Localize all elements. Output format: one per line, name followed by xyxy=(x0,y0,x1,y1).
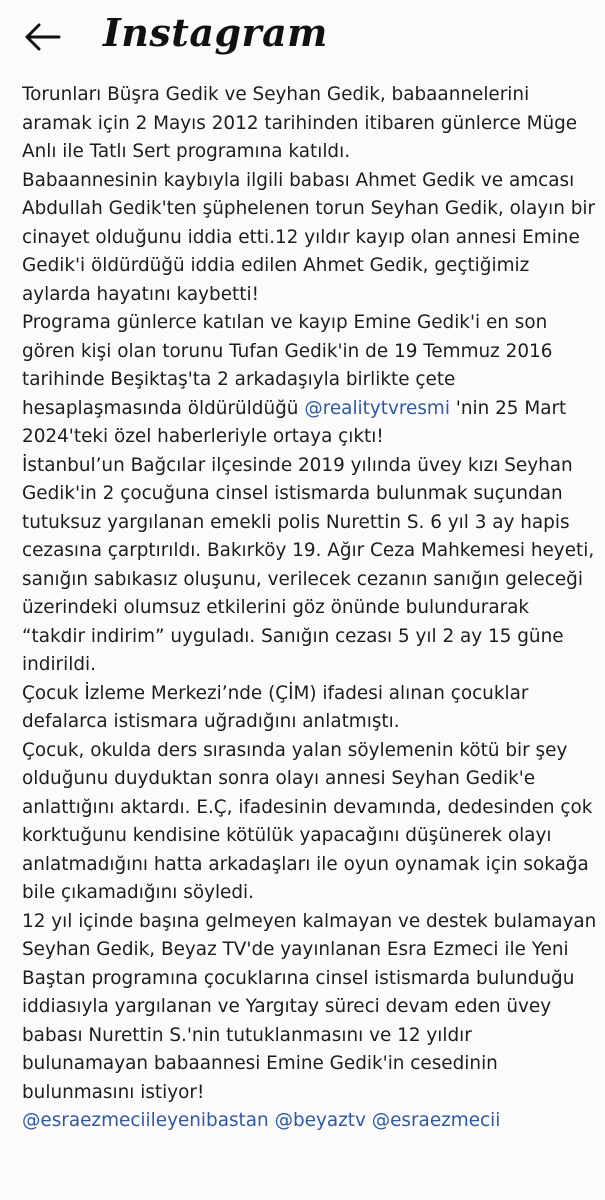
post-caption xyxy=(22,81,597,1136)
caption-text: 'nin 25 Mart 2024'teki özel haberleriyle ortaya çıktı! İstanbul’un Bağcılar ilçesinde 2019 yılında üvey kızı Seyhan Gedik'in 2 çocuğuna cinsel istismarda bulunmak suçundan tutuksuz yargılanan emekli polis Nurettin S. 6 yıl 3 ay hapis cezasına çarptırıldı. Bakırköy 19. Ağır Ceza Mahkemesi heyeti, sanığın sabıkasız oluşunu, verilecek cezanın sanığın geleceği üzerindeki olumsuz etkilerini göz önünde bulundurarak “takdir indirim” uyguladı. Sanığın cezası 5 yıl 2 ay 15 güne indirildi. Çocuk İzleme Merkezi’nde (ÇİM) ifadesi alınan çocuklar defalarca istismara uğradığını anlatmıştı. Çocuk, okulda ders sırasında yalan söylemenin kötü bir şey olduğunu duyduktan sonra olayı annesi Seyhan Gedik'e anlattığını aktardı. E.Ç, ifadesinin devamında, dedesinden çok korktuğunu kendisine kötülük yapacağını düşünerek olayı anlatmadığını hatta arkadaşları ile oyun oynamak için sokağa bile çıkamadığını söyledi. 12 yıl içinde başına gelmeyen kalmayan ve destek bulamayan Seyhan Gedik, Beyaz TV'de yayınlanan Esra Ezmeci ile Yeni Baştan programına çocuklarına cinsel istismarda bulunduğu iddiasıyla yargılanan ve Yargıtay süreci devam eden üvey babası Nurettin S.'nin tutuklanmasını ve 12 yıldır bulunamayan babaannesi Emine Gedik'in cesedinin bulunmasını istiyor! xyxy=(22,397,597,1103)
bottom-edge xyxy=(0,1186,605,1200)
back-button[interactable] xyxy=(24,22,62,52)
post-caption-container xyxy=(22,81,597,1200)
mention-link[interactable]: @esraezmecii xyxy=(371,1110,501,1131)
mention-link[interactable]: @esraezmeciileyenibastan xyxy=(22,1110,269,1131)
app-header xyxy=(0,0,605,76)
mention-link[interactable]: @beyaztv xyxy=(274,1110,366,1131)
arrow-left-icon xyxy=(24,22,62,52)
caption-text: Torunları Büşra Gedik ve Seyhan Gedik, babaannelerini aramak için 2 Mayıs 2012 tarihinden itibaren günlerce Müge Anlı ile Tatlı Sert programına katıldı. Babaannesinin kaybıyla ilgili babası Ahmet Gedik ve amcası Abdullah Gedik'ten şüphelenen torun Seyhan Gedik, olayın bir cinayet olduğunu iddia etti.12 yıldır kayıp olan annesi Emine Gedik'i öldürdüğü iddia edilen Ahmet Gedik, geçtiğimiz aylarda hayatını kaybetti! Programa günlerce katılan ve kayıp Emine Gedik'i en son gören kişi olan torunu Tufan Gedik'in de 19 Temmuz 2016 tarihinde Beşiktaş'ta 2 arkadaşıyla birlikte çete hesaplaşmasında öldürüldüğü xyxy=(22,84,596,419)
mention-link[interactable]: @realitytvresmi xyxy=(304,397,450,419)
app-title: Instagram xyxy=(103,10,328,55)
